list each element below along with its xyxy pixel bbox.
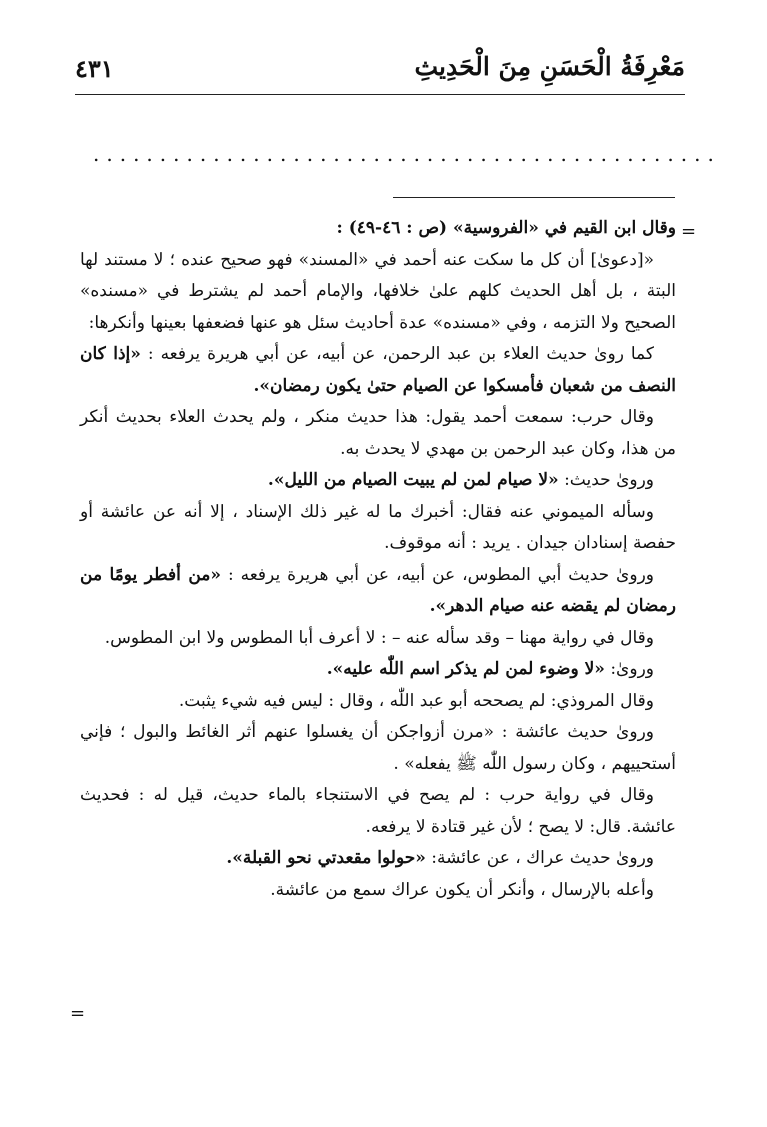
hadith-quote: «لا صيام لمن لم يبيت الصيام من الليل». bbox=[267, 470, 559, 490]
paragraph-text: وقال في رواية حرب : لم يصح في الاستنجاء بالماء حديث، قيل له : فحديث عائشة. قال: لا يصح ؛ لأن غير قتادة لا يرفعه. bbox=[80, 785, 676, 837]
paragraph bbox=[80, 686, 676, 718]
continuation-mark-top: = bbox=[681, 221, 697, 242]
paragraph bbox=[80, 560, 676, 623]
ellipsis-dots: ............................................... bbox=[93, 142, 721, 166]
paragraph bbox=[80, 402, 676, 465]
paragraph bbox=[80, 717, 676, 780]
paragraph-text: وروىٰ: bbox=[604, 659, 654, 679]
paragraph-text: وأعله بالإرسال ، وأنكر أن يكون عراك سمع من عائشة. bbox=[270, 879, 654, 900]
paragraph bbox=[80, 339, 676, 402]
hadith-quote: «من أفطر يومًا من رمضان لم يقضه عنه صيام الدهر». bbox=[80, 564, 676, 616]
paragraph-text: وسأله الميموني عنه فقال: أخبرك ما له غير ذلك الإسناد ، إلا أنه عن عائشة أو حفصة إسنادان جيدان . يريد : أنه موقوف. bbox=[80, 501, 676, 553]
paragraph-text: «[دعوىٰ] أن كل ما سكت عنه أحمد في «المسند» فهو صحيح عنده ؛ لا مستند لها البتة ، بل أهل الحديث كلهم علىٰ خلافها، والإمام أحمد لم يشترط في «مسنده» الصحيح ولا التزمه ، وفي «مسنده» عدة أحاديث سئل هو عنها فضعفها بعينها وأنكرها: bbox=[80, 249, 676, 333]
paragraph bbox=[80, 654, 676, 686]
paragraph bbox=[80, 465, 676, 497]
paragraph-text: وقال المروذي: لم يصححه أبو عبد اللّٰه ، وقال : ليس فيه شيء يثبت. bbox=[178, 690, 654, 711]
paragraph-text: وروىٰ حديث عراك ، عن عائشة: bbox=[425, 848, 654, 868]
paragraph bbox=[80, 843, 676, 875]
paragraph bbox=[80, 497, 676, 560]
paragraph-text: وقال في رواية مهنا – وقد سأله عنه – : لا أعرف أبا المطوس ولا ابن المطوس. bbox=[104, 627, 654, 648]
paragraph bbox=[80, 780, 676, 843]
continuation-mark-bottom: = bbox=[70, 1003, 86, 1024]
page-header bbox=[75, 44, 685, 95]
paragraph-text: وروىٰ حديث عائشة : «مرن أزواجكن أن يغسلوا عنهم أثر الغائط والبول ؛ فإني أستحييهم ، وكان رسول اللّٰه ﷺ يفعله» . bbox=[80, 722, 676, 774]
paragraph-text: وقال حرب: سمعت أحمد يقول: هذا حديث منكر ، ولم يحدث العلاء بحديث أنكر من هذا، وكان عبد الرحمن بن مهدي لا يحدث به. bbox=[80, 407, 676, 459]
paragraph-text: وروىٰ حديث: bbox=[558, 470, 654, 490]
paragraph bbox=[80, 875, 676, 907]
hadith-quote: «لا وضوء لمن لم يذكر اسم اللّٰه عليه». bbox=[326, 659, 605, 679]
paragraph-heading bbox=[80, 213, 676, 245]
paragraph-text: وروىٰ حديث أبي المطوس، عن أبيه، عن أبي هريرة يرفعه : bbox=[221, 564, 654, 585]
hadith-quote: «حولوا مقعدتي نحو القبلة». bbox=[226, 848, 426, 868]
footnote-separator bbox=[393, 197, 675, 198]
paragraph bbox=[80, 245, 676, 340]
paragraph bbox=[80, 623, 676, 655]
paragraph-text: وقال ابن القيم في «الفروسية» (ص : ٤٦-٤٩) : bbox=[336, 218, 676, 238]
running-title: مَعْرِفَةُ الْحَسَنِ مِنَ الْحَدِيثِ bbox=[414, 52, 685, 81]
footnote-text bbox=[80, 213, 676, 906]
hadith-quote: «إذا كان النصف من شعبان فأمسكوا عن الصيام حتىٰ يكون رمضان». bbox=[80, 344, 676, 396]
paragraph-text: كما روىٰ حديث العلاء بن عبد الرحمن، عن أبيه، عن أبي هريرة يرفعه : bbox=[140, 344, 654, 364]
page-number: ٤٣١ bbox=[75, 54, 114, 83]
